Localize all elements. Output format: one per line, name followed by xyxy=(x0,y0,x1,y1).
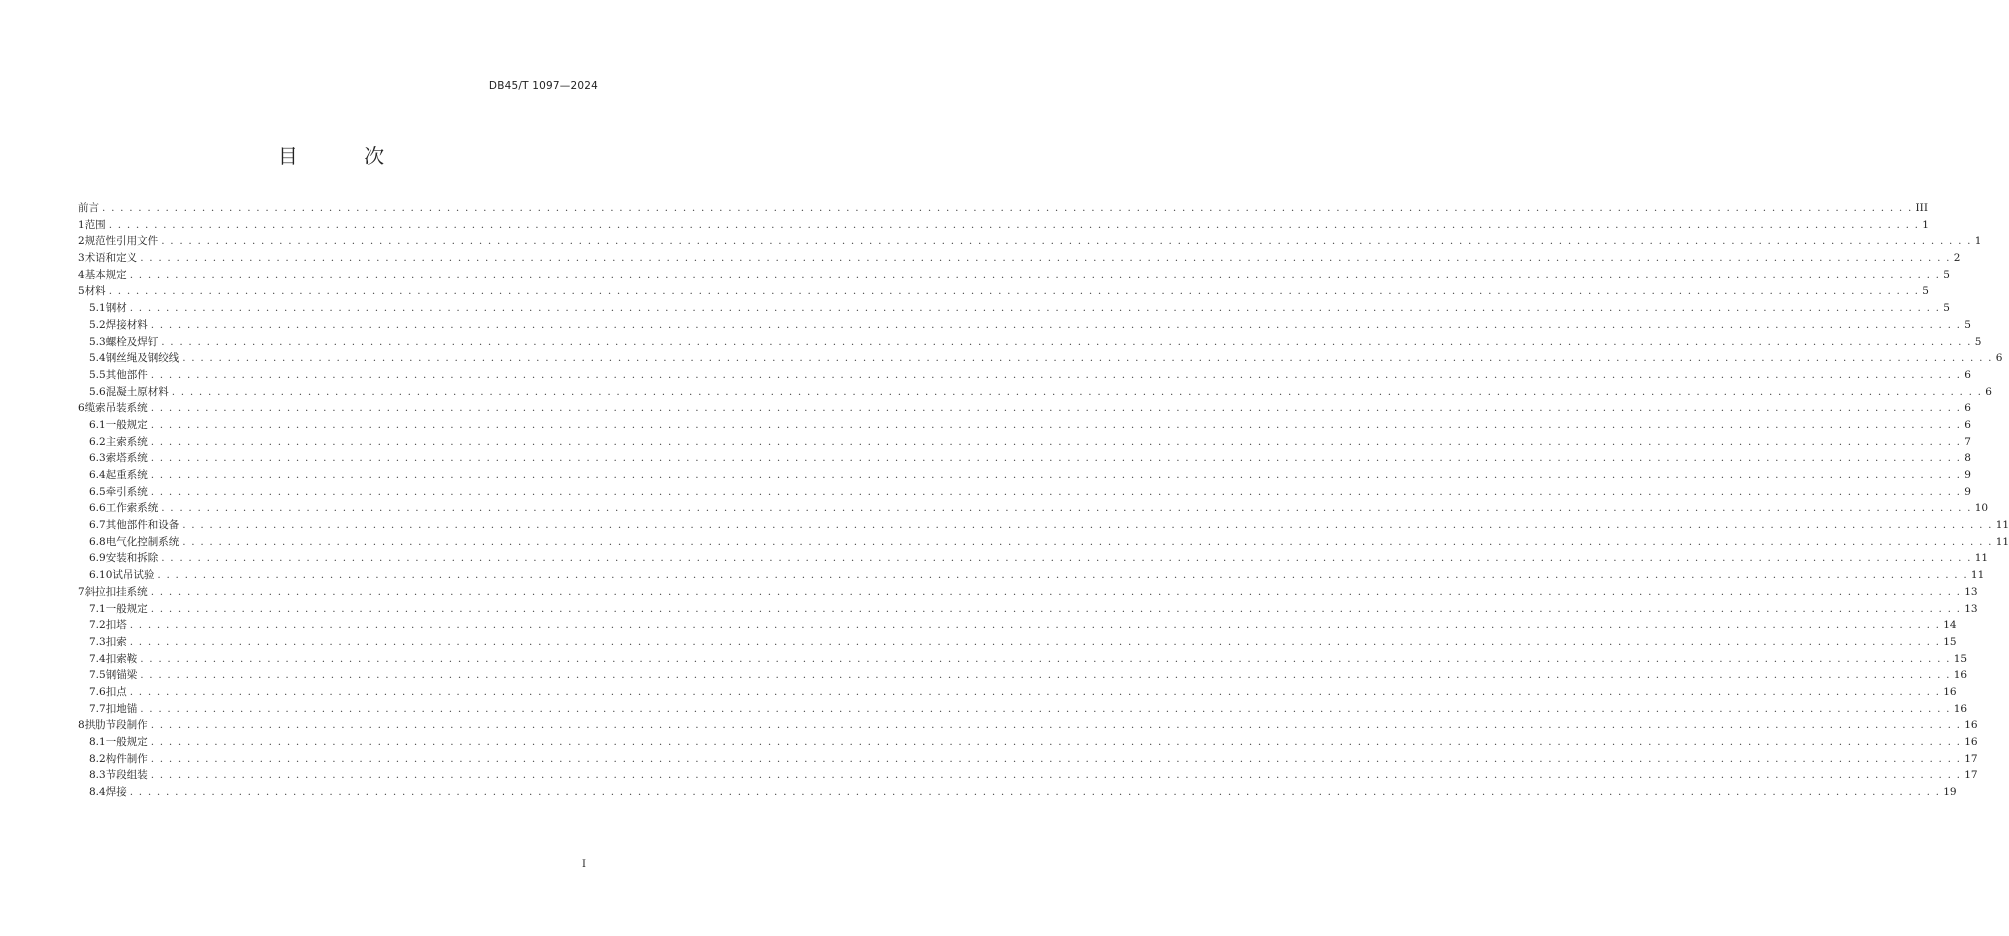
toc-entry-number: 7.7 xyxy=(89,702,106,715)
page-title: 目 次 xyxy=(277,144,415,168)
toc-entry-page: 17 xyxy=(1964,769,1978,782)
toc-leader-dots: . . . . . . . . . . . . . . . . . . . . . . . . . . . . . . . . . . . . . . . . . . . . . . . . . . . . . . . . . . . . . . . . . . . . . . . . . . . . . . . . . . . . . . . . . . . . . . . . . . . . . . . . . . . . . . . . . . . . . . . . . . . . . . . . . . . . . . . . . . . . . . . . . . . . . . . . . . . . . . . . . . . . . . . . . . . . . . . . . . . . . . . . . . . . . . . . . . . . . . . . xyxy=(150,736,1962,748)
toc-entry-number: 6.5 xyxy=(89,485,106,498)
toc-entry[interactable] xyxy=(78,550,1989,567)
toc-entry-label: 材料 xyxy=(84,285,106,298)
toc-entry[interactable] xyxy=(78,267,1950,284)
toc-entry-label: 一般规定 xyxy=(105,736,148,748)
toc-entry-page: 6 xyxy=(1985,385,1992,398)
toc-entry-page: 9 xyxy=(1964,469,1971,481)
toc-leader-dots: . . . . . . . . . . . . . . . . . . . . . . . . . . . . . . . . . . . . . . . . . . . . . . . . . . . . . . . . . . . . . . . . . . . . . . . . . . . . . . . . . . . . . . . . . . . . . . . . . . . . . . . . . . . . . . . . . . . . . . . . . . . . . . . . . . . . . . . . . . . . . . . . . . . . . . . . . . . . . . . . . . . . . . . . . . . . . . . . . . . . . . . . . . . . . . . . . . . . . . . . xyxy=(150,452,1962,465)
toc-leader-dots: . . . . . . . . . . . . . . . . . . . . . . . . . . . . . . . . . . . . . . . . . . . . . . . . . . . . . . . . . . . . . . . . . . . . . . . . . . . . . . . . . . . . . . . . . . . . . . . . . . . . . . . . . . . . . . . . . . . . . . . . . . . . . . . . . . . . . . . . . . . . . . . . . . . . . . . . . . . . . . . . . . . . . . . . . . . . . . . . . . . . . . . . . . . . . . . . . . . . . . . . xyxy=(182,352,1993,365)
toc-entry-page: 15 xyxy=(1943,635,1957,648)
toc-entry-number: 5.2 xyxy=(89,318,106,331)
toc-entry[interactable] xyxy=(78,400,1971,417)
toc-entry-label: 前言 xyxy=(78,202,99,214)
toc-entry-page: 5 xyxy=(1943,268,1950,281)
toc-entry-label: 螺栓及焊钉 xyxy=(105,335,159,348)
toc-entry-label: 主索系统 xyxy=(105,435,148,448)
toc-entry[interactable] xyxy=(78,584,1978,601)
toc-entry[interactable] xyxy=(78,200,1928,217)
toc-entry[interactable] xyxy=(78,534,2009,551)
toc-entry-number: 7.1 xyxy=(89,602,106,615)
toc-entry-number: 6.7 xyxy=(89,519,106,532)
toc-entry-label: 工作索系统 xyxy=(105,502,159,515)
toc-entry-label: 拱肋节段制作 xyxy=(84,719,148,732)
toc-entry[interactable] xyxy=(78,651,1968,668)
toc-leader-dots: . . . . . . . . . . . . . . . . . . . . . . . . . . . . . . . . . . . . . . . . . . . . . . . . . . . . . . . . . . . . . . . . . . . . . . . . . . . . . . . . . . . . . . . . . . . . . . . . . . . . . . . . . . . . . . . . . . . . . . . . . . . . . . . . . . . . . . . . . . . . . . . . . . . . . . . . . . . . . . . . . . . . . . . . . . . . . . . . . . . . . . . . . . . . . . . . . . . . . . . . xyxy=(150,469,1962,481)
toc-leader-dots: . . . . . . . . . . . . . . . . . . . . . . . . . . . . . . . . . . . . . . . . . . . . . . . . . . . . . . . . . . . . . . . . . . . . . . . . . . . . . . . . . . . . . . . . . . . . . . . . . . . . . . . . . . . . . . . . . . . . . . . . . . . . . . . . . . . . . . . . . . . . . . . . . . . . . . . . . . . . . . . . . . . . . . . . . . . . . . . . . . . . . . . . . . . . . . . . . . . . . . . . xyxy=(129,786,1941,799)
toc-entry-number: 6.3 xyxy=(89,452,106,465)
toc-entry[interactable] xyxy=(78,784,1957,801)
toc-entry-label: 扣地锚 xyxy=(105,702,138,715)
toc-leader-dots: . . . . . . . . . . . . . . . . . . . . . . . . . . . . . . . . . . . . . . . . . . . . . . . . . . . . . . . . . . . . . . . . . . . . . . . . . . . . . . . . . . . . . . . . . . . . . . . . . . . . . . . . . . . . . . . . . . . . . . . . . . . . . . . . . . . . . . . . . . . . . . . . . . . . . . . . . . . . . . . . . . . . . . . . . . . . . . . . . . . . . . . . . . . . . . . . . . . . . . . . xyxy=(150,402,1962,415)
toc-entry-number: 6.9 xyxy=(89,552,106,565)
toc-entry-page: 5 xyxy=(1964,318,1971,331)
toc-entry[interactable] xyxy=(78,667,1968,684)
toc-entry-label: 试吊试验 xyxy=(112,569,155,582)
toc-entry-label: 其他部件和设备 xyxy=(105,519,180,532)
toc-entry-page: 10 xyxy=(1974,502,1989,515)
toc-entry[interactable] xyxy=(78,567,1985,584)
toc-entry[interactable] xyxy=(78,701,1968,718)
toc-entry-number: 7.5 xyxy=(89,669,106,682)
toc-entry-number: 6.6 xyxy=(89,502,106,515)
toc-entry-number: 6.1 xyxy=(89,418,106,431)
toc-entry[interactable] xyxy=(78,617,1957,634)
toc-entry-number: 5.4 xyxy=(89,352,106,365)
toc-entry[interactable] xyxy=(78,684,1957,701)
toc-leader-dots: . . . . . . . . . . . . . . . . . . . . . . . . . . . . . . . . . . . . . . . . . . . . . . . . . . . . . . . . . . . . . . . . . . . . . . . . . . . . . . . . . . . . . . . . . . . . . . . . . . . . . . . . . . . . . . . . . . . . . . . . . . . . . . . . . . . . . . . . . . . . . . . . . . . . . . . . . . . . . . . . . . . . . . . . . . . . . . . . . . . . . . . . . . . . . . . . . . . . . . . . xyxy=(150,368,1962,381)
toc-entry-label: 节段组装 xyxy=(105,769,148,782)
toc-entry-label: 扣索鞍 xyxy=(105,652,138,665)
toc-entry-page: 6 xyxy=(1964,368,1971,381)
document-code: DB45/T 1097—2024 xyxy=(488,80,598,92)
toc-entry-label: 电气化控制系统 xyxy=(105,535,180,548)
toc-leader-dots: . . . . . . . . . . . . . . . . . . . . . . . . . . . . . . . . . . . . . . . . . . . . . . . . . . . . . . . . . . . . . . . . . . . . . . . . . . . . . . . . . . . . . . . . . . . . . . . . . . . . . . . . . . . . . . . . . . . . . . . . . . . . . . . . . . . . . . . . . . . . . . . . . . . . . . . . . . . . . . . . . . . . . . . . . . . . . . . . . . . . . . . . . . . . . . . . . . . . . . . . xyxy=(140,702,1951,715)
toc-entry[interactable] xyxy=(78,367,1971,384)
toc-entry-number: 7.3 xyxy=(89,635,106,648)
toc-leader-dots: . . . . . . . . . . . . . . . . . . . . . . . . . . . . . . . . . . . . . . . . . . . . . . . . . . . . . . . . . . . . . . . . . . . . . . . . . . . . . . . . . . . . . . . . . . . . . . . . . . . . . . . . . . . . . . . . . . . . . . . . . . . . . . . . . . . . . . . . . . . . . . . . . . . . . . . . . . . . . . . . . . . . . . . . . . . . . . . . . . . . . . . . . . . . . . . . . . . . . . . . xyxy=(171,385,1983,398)
toc-entry-number: 7 xyxy=(78,585,85,598)
toc-entry-page: 16 xyxy=(1953,702,1968,715)
toc-entry[interactable] xyxy=(78,417,1971,434)
toc-entry[interactable] xyxy=(78,317,1971,334)
toc-entry-page: 19 xyxy=(1943,786,1957,799)
toc-entry-number: 5 xyxy=(78,285,85,298)
toc-entry-page: 15 xyxy=(1953,652,1968,665)
toc-entry-page: 9 xyxy=(1964,485,1971,498)
toc-entry-number: 2 xyxy=(78,235,85,248)
toc-entry-page: 16 xyxy=(1964,736,1978,748)
toc-entry-label: 术语和定义 xyxy=(84,252,138,265)
toc-entry[interactable] xyxy=(78,717,1978,734)
page-number: I xyxy=(582,859,586,870)
toc-entry-label: 起重系统 xyxy=(105,469,148,481)
toc-entry-page: 14 xyxy=(1943,619,1957,632)
toc-leader-dots: . . . . . . . . . . . . . . . . . . . . . . . . . . . . . . . . . . . . . . . . . . . . . . . . . . . . . . . . . . . . . . . . . . . . . . . . . . . . . . . . . . . . . . . . . . . . . . . . . . . . . . . . . . . . . . . . . . . . . . . . . . . . . . . . . . . . . . . . . . . . . . . . . . . . . . . . . . . . . . . . . . . . . . . . . . . . . . . . . . . . . . . . . . . . . . . . . . . . . . . . xyxy=(129,268,1941,281)
toc-entry-number: 7.2 xyxy=(89,619,106,632)
toc-entry-label: 混凝土原材料 xyxy=(105,385,169,398)
toc-entry[interactable] xyxy=(78,300,1950,317)
toc-entry[interactable] xyxy=(78,517,2009,534)
toc-entry[interactable] xyxy=(78,434,1971,451)
toc-entry-page: 16 xyxy=(1943,685,1957,698)
toc-leader-dots: . . . . . . . . . . . . . . . . . . . . . . . . . . . . . . . . . . . . . . . . . . . . . . . . . . . . . . . . . . . . . . . . . . . . . . . . . . . . . . . . . . . . . . . . . . . . . . . . . . . . . . . . . . . . . . . . . . . . . . . . . . . . . . . . . . . . . . . . . . . . . . . . . . . . . . . . . . . . . . . . . . . . . . . . . . . . . . . . . . . . . . . . . . . . . . . . . . . . . . . . xyxy=(140,652,1951,665)
toc-entry[interactable] xyxy=(78,283,1929,300)
toc-entry-label: 缆索吊装系统 xyxy=(84,402,148,415)
toc-entry[interactable] xyxy=(78,450,1971,467)
toc-entry-number: 8.4 xyxy=(89,786,106,799)
toc-entry-number: 6.2 xyxy=(89,435,106,448)
toc-entry-page: 13 xyxy=(1964,585,1978,598)
toc-entry-number: 6.8 xyxy=(89,535,106,548)
toc-entry-page: 1 xyxy=(1974,235,1982,248)
toc-entry-label: 扣塔 xyxy=(105,619,127,632)
toc-entry-page: 11 xyxy=(1974,552,1989,565)
toc-leader-dots: . . . . . . . . . . . . . . . . . . . . . . . . . . . . . . . . . . . . . . . . . . . . . . . . . . . . . . . . . . . . . . . . . . . . . . . . . . . . . . . . . . . . . . . . . . . . . . . . . . . . . . . . . . . . . . . . . . . . . . . . . . . . . . . . . . . . . . . . . . . . . . . . . . . . . . . . . . . . . . . . . . . . . . . . . . . . . . . . . . . . . . . . . . . . . . . . . . . . . . . . xyxy=(150,485,1962,498)
toc-entry-number: 5.1 xyxy=(89,302,106,315)
toc-entry-label: 扣点 xyxy=(105,685,127,698)
toc-entry-label: 规范性引用文件 xyxy=(84,235,159,248)
toc-entry[interactable] xyxy=(78,751,1978,768)
toc-entry-label: 其他部件 xyxy=(105,368,148,381)
toc-entry-number: 3 xyxy=(78,252,85,265)
toc-entry-page: 17 xyxy=(1964,752,1978,765)
toc-entry-number: 4 xyxy=(78,268,85,281)
toc-entry-label: 钢材 xyxy=(105,302,127,315)
toc-entry-label: 斜拉扣挂系统 xyxy=(84,585,148,598)
toc-entry-number: 1 xyxy=(78,218,85,231)
toc-leader-dots: . . . . . . . . . . . . . . . . . . . . . . . . . . . . . . . . . . . . . . . . . . . . . . . . . . . . . . . . . . . . . . . . . . . . . . . . . . . . . . . . . . . . . . . . . . . . . . . . . . . . . . . . . . . . . . . . . . . . . . . . . . . . . . . . . . . . . . . . . . . . . . . . . . . . . . . . . . . . . . . . . . . . . . . . . . . . . . . . . . . . . . . . . . . . . . . . . . . . . . . . xyxy=(161,335,1972,348)
toc-entry-page: 5 xyxy=(1922,285,1929,298)
toc-entry-number: 8.1 xyxy=(89,736,106,748)
toc-entry[interactable] xyxy=(78,250,1961,267)
toc-leader-dots: . . . . . . . . . . . . . . . . . . . . . . . . . . . . . . . . . . . . . . . . . . . . . . . . . . . . . . . . . . . . . . . . . . . . . . . . . . . . . . . . . . . . . . . . . . . . . . . . . . . . . . . . . . . . . . . . . . . . . . . . . . . . . . . . . . . . . . . . . . . . . . . . . . . . . . . . . . . . . . . . . . . . . . . . . . . . . . . . . . . . . . . . . . . . . . . . . . . . . . . . xyxy=(140,669,1951,682)
toc-leader-dots: . . . . . . . . . . . . . . . . . . . . . . . . . . . . . . . . . . . . . . . . . . . . . . . . . . . . . . . . . . . . . . . . . . . . . . . . . . . . . . . . . . . . . . . . . . . . . . . . . . . . . . . . . . . . . . . . . . . . . . . . . . . . . . . . . . . . . . . . . . . . . . . . . . . . . . . . . . . . . . . . . . . . . . . . . . . . . . . . . . . . . . . . . . . . . . . . . . . . . . . . xyxy=(129,685,1941,698)
toc-entry-number: 5.3 xyxy=(89,335,106,348)
toc-entry[interactable] xyxy=(78,767,1978,784)
toc-leader-dots: . . . . . . . . . . . . . . . . . . . . . . . . . . . . . . . . . . . . . . . . . . . . . . . . . . . . . . . . . . . . . . . . . . . . . . . . . . . . . . . . . . . . . . . . . . . . . . . . . . . . . . . . . . . . . . . . . . . . . . . . . . . . . . . . . . . . . . . . . . . . . . . . . . . . . . . . . . . . . . . . . . . . . . . . . . . . . . . . . . . . . . . . . . . . . . . . . . . . . . . . xyxy=(150,752,1962,765)
toc-entry[interactable] xyxy=(78,217,1929,234)
toc-entry[interactable] xyxy=(78,734,1978,751)
toc-leader-dots: . . . . . . . . . . . . . . . . . . . . . . . . . . . . . . . . . . . . . . . . . . . . . . . . . . . . . . . . . . . . . . . . . . . . . . . . . . . . . . . . . . . . . . . . . . . . . . . . . . . . . . . . . . . . . . . . . . . . . . . . . . . . . . . . . . . . . . . . . . . . . . . . . . . . . . . . . . . . . . . . . . . . . . . . . . . . . . . . . . . . . . . . . . . . . . . . . . . . . . . . xyxy=(161,235,1972,248)
toc-leader-dots: . . . . . . . . . . . . . . . . . . . . . . . . . . . . . . . . . . . . . . . . . . . . . . . . . . . . . . . . . . . . . . . . . . . . . . . . . . . . . . . . . . . . . . . . . . . . . . . . . . . . . . . . . . . . . . . . . . . . . . . . . . . . . . . . . . . . . . . . . . . . . . . . . . . . . . . . . . . . . . . . . . . . . . . . . . . . . . . . . . . . . . . . . . . . . . . . . . . . . . . . xyxy=(129,302,1941,315)
toc-leader-dots: . . . . . . . . . . . . . . . . . . . . . . . . . . . . . . . . . . . . . . . . . . . . . . . . . . . . . . . . . . . . . . . . . . . . . . . . . . . . . . . . . . . . . . . . . . . . . . . . . . . . . . . . . . . . . . . . . . . . . . . . . . . . . . . . . . . . . . . . . . . . . . . . . . . . . . . . . . . . . . . . . . . . . . . . . . . . . . . . . . . . . . . . . . . . . . . . . . . . . . . . xyxy=(150,585,1962,598)
toc-entry[interactable] xyxy=(78,467,1971,484)
toc-entry-label: 焊接材料 xyxy=(105,318,148,331)
toc-entry-page: 16 xyxy=(1964,719,1978,732)
toc-leader-dots: . . . . . . . . . . . . . . . . . . . . . . . . . . . . . . . . . . . . . . . . . . . . . . . . . . . . . . . . . . . . . . . . . . . . . . . . . . . . . . . . . . . . . . . . . . . . . . . . . . . . . . . . . . . . . . . . . . . . . . . . . . . . . . . . . . . . . . . . . . . . . . . . . . . . . . . . . . . . . . . . . . . . . . . . . . . . . . . . . . . . . . . . . . . . . . . . . . . . . . . . xyxy=(108,218,1920,231)
toc-entry-label: 构件制作 xyxy=(105,752,148,765)
toc-leader-dots: . . . . . . . . . . . . . . . . . . . . . . . . . . . . . . . . . . . . . . . . . . . . . . . . . . . . . . . . . . . . . . . . . . . . . . . . . . . . . . . . . . . . . . . . . . . . . . . . . . . . . . . . . . . . . . . . . . . . . . . . . . . . . . . . . . . . . . . . . . . . . . . . . . . . . . . . . . . . . . . . . . . . . . . . . . . . . . . . . . . . . . . . . . . . . . . . . . . . . . . . xyxy=(150,602,1962,615)
table-of-contents xyxy=(78,200,2009,801)
toc-entry-number: 5.6 xyxy=(89,385,106,398)
toc-entry-number: 7.6 xyxy=(89,685,106,698)
toc-leader-dots: . . . . . . . . . . . . . . . . . . . . . . . . . . . . . . . . . . . . . . . . . . . . . . . . . . . . . . . . . . . . . . . . . . . . . . . . . . . . . . . . . . . . . . . . . . . . . . . . . . . . . . . . . . . . . . . . . . . . . . . . . . . . . . . . . . . . . . . . . . . . . . . . . . . . . . . . . . . . . . . . . . . . . . . . . . . . . . . . . . . . . . . . . . . . . . . . . . . . . . . . xyxy=(129,619,1941,632)
toc-entry-page: 7 xyxy=(1964,435,1971,448)
toc-entry[interactable] xyxy=(78,384,1992,401)
toc-leader-dots: . . . . . . . . . . . . . . . . . . . . . . . . . . . . . . . . . . . . . . . . . . . . . . . . . . . . . . . . . . . . . . . . . . . . . . . . . . . . . . . . . . . . . . . . . . . . . . . . . . . . . . . . . . . . . . . . . . . . . . . . . . . . . . . . . . . . . . . . . . . . . . . . . . . . . . . . . . . . . . . . . . . . . . . . . . . . . . . . . . . . . . . . . . . . . . . . . . . . . . . . xyxy=(108,285,1920,298)
toc-entry-label: 钢锚梁 xyxy=(105,669,138,682)
toc-entry-page: 16 xyxy=(1953,669,1968,682)
toc-entry-label: 索塔系统 xyxy=(105,452,148,465)
toc-leader-dots: . . . . . . . . . . . . . . . . . . . . . . . . . . . . . . . . . . . . . . . . . . . . . . . . . . . . . . . . . . . . . . . . . . . . . . . . . . . . . . . . . . . . . . . . . . . . . . . . . . . . . . . . . . . . . . . . . . . . . . . . . . . . . . . . . . . . . . . . . . . . . . . . . . . . . . . . . . . . . . . . . . . . . . . . . . . . . . . . . . . . . . . . . . . . . . . . . . . . . . . . xyxy=(182,535,1993,548)
toc-entry-number: 5.5 xyxy=(89,368,106,381)
toc-entry[interactable] xyxy=(78,601,1978,618)
toc-leader-dots: . . . . . . . . . . . . . . . . . . . . . . . . . . . . . . . . . . . . . . . . . . . . . . . . . . . . . . . . . . . . . . . . . . . . . . . . . . . . . . . . . . . . . . . . . . . . . . . . . . . . . . . . . . . . . . . . . . . . . . . . . . . . . . . . . . . . . . . . . . . . . . . . . . . . . . . . . . . . . . . . . . . . . . . . . . . . . . . . . . . . . . . . . . . . . . . . . . . . . . . . xyxy=(157,569,1968,582)
toc-leader-dots: . . . . . . . . . . . . . . . . . . . . . . . . . . . . . . . . . . . . . . . . . . . . . . . . . . . . . . . . . . . . . . . . . . . . . . . . . . . . . . . . . . . . . . . . . . . . . . . . . . . . . . . . . . . . . . . . . . . . . . . . . . . . . . . . . . . . . . . . . . . . . . . . . . . . . . . . . . . . . . . . . . . . . . . . . . . . . . . . . . . . . . . . . . . . . . . . . . . . . . . . xyxy=(150,435,1962,448)
toc-entry-label: 基本规定 xyxy=(84,268,127,281)
toc-entry-label: 钢丝绳及钢绞线 xyxy=(105,352,180,365)
toc-entry-label: 焊接 xyxy=(105,786,127,799)
toc-leader-dots: . . . . . . . . . . . . . . . . . . . . . . . . . . . . . . . . . . . . . . . . . . . . . . . . . . . . . . . . . . . . . . . . . . . . . . . . . . . . . . . . . . . . . . . . . . . . . . . . . . . . . . . . . . . . . . . . . . . . . . . . . . . . . . . . . . . . . . . . . . . . . . . . . . . . . . . . . . . . . . . . . . . . . . . . . . . . . . . . . . . . . . . . . . . . . . . . . . . . . . . . xyxy=(140,252,1951,265)
toc-leader-dots: . . . . . . . . . . . . . . . . . . . . . . . . . . . . . . . . . . . . . . . . . . . . . . . . . . . . . . . . . . . . . . . . . . . . . . . . . . . . . . . . . . . . . . . . . . . . . . . . . . . . . . . . . . . . . . . . . . . . . . . . . . . . . . . . . . . . . . . . . . . . . . . . . . . . . . . . . . . . . . . . . . . . . . . . . . . . . . . . . . . . . . . . . . . . . . . . . . . . . . . . xyxy=(150,418,1962,431)
toc-entry-label: 扣索 xyxy=(105,635,127,648)
toc-entry-page: 6 xyxy=(1964,402,1971,415)
toc-entry-page: 6 xyxy=(1995,352,2003,365)
toc-entry-number: 8.3 xyxy=(89,769,106,782)
toc-entry-page: 11 xyxy=(1995,519,2009,532)
toc-entry-page: 11 xyxy=(1995,535,2009,548)
toc-entry-page: 5 xyxy=(1974,335,1982,348)
toc-entry-page: 8 xyxy=(1964,452,1971,465)
toc-entry-label: 一般规定 xyxy=(105,418,148,431)
toc-entry-page: 1 xyxy=(1922,218,1929,231)
toc-entry-number: 8.2 xyxy=(89,752,106,765)
toc-entry-label: 范围 xyxy=(84,218,106,231)
toc-leader-dots: . . . . . . . . . . . . . . . . . . . . . . . . . . . . . . . . . . . . . . . . . . . . . . . . . . . . . . . . . . . . . . . . . . . . . . . . . . . . . . . . . . . . . . . . . . . . . . . . . . . . . . . . . . . . . . . . . . . . . . . . . . . . . . . . . . . . . . . . . . . . . . . . . . . . . . . . . . . . . . . . . . . . . . . . . . . . . . . . . . . . . . . . . . . . . . . . . . . . . . . . xyxy=(102,202,1913,214)
toc-entry-number: 7.4 xyxy=(89,652,106,665)
toc-leader-dots: . . . . . . . . . . . . . . . . . . . . . . . . . . . . . . . . . . . . . . . . . . . . . . . . . . . . . . . . . . . . . . . . . . . . . . . . . . . . . . . . . . . . . . . . . . . . . . . . . . . . . . . . . . . . . . . . . . . . . . . . . . . . . . . . . . . . . . . . . . . . . . . . . . . . . . . . . . . . . . . . . . . . . . . . . . . . . . . . . . . . . . . . . . . . . . . . . . . . . . . . xyxy=(150,318,1962,331)
toc-leader-dots: . . . . . . . . . . . . . . . . . . . . . . . . . . . . . . . . . . . . . . . . . . . . . . . . . . . . . . . . . . . . . . . . . . . . . . . . . . . . . . . . . . . . . . . . . . . . . . . . . . . . . . . . . . . . . . . . . . . . . . . . . . . . . . . . . . . . . . . . . . . . . . . . . . . . . . . . . . . . . . . . . . . . . . . . . . . . . . . . . . . . . . . . . . . . . . . . . . . . . . . . xyxy=(161,552,1972,565)
toc-entry-page: 6 xyxy=(1964,418,1971,431)
toc-entry[interactable] xyxy=(78,334,1982,351)
toc-leader-dots: . . . . . . . . . . . . . . . . . . . . . . . . . . . . . . . . . . . . . . . . . . . . . . . . . . . . . . . . . . . . . . . . . . . . . . . . . . . . . . . . . . . . . . . . . . . . . . . . . . . . . . . . . . . . . . . . . . . . . . . . . . . . . . . . . . . . . . . . . . . . . . . . . . . . . . . . . . . . . . . . . . . . . . . . . . . . . . . . . . . . . . . . . . . . . . . . . . . . . . . . xyxy=(150,769,1962,782)
toc-entry-number: 6 xyxy=(78,402,85,415)
toc-leader-dots: . . . . . . . . . . . . . . . . . . . . . . . . . . . . . . . . . . . . . . . . . . . . . . . . . . . . . . . . . . . . . . . . . . . . . . . . . . . . . . . . . . . . . . . . . . . . . . . . . . . . . . . . . . . . . . . . . . . . . . . . . . . . . . . . . . . . . . . . . . . . . . . . . . . . . . . . . . . . . . . . . . . . . . . . . . . . . . . . . . . . . . . . . . . . . . . . . . . . . . . . xyxy=(182,519,1993,532)
toc-leader-dots: . . . . . . . . . . . . . . . . . . . . . . . . . . . . . . . . . . . . . . . . . . . . . . . . . . . . . . . . . . . . . . . . . . . . . . . . . . . . . . . . . . . . . . . . . . . . . . . . . . . . . . . . . . . . . . . . . . . . . . . . . . . . . . . . . . . . . . . . . . . . . . . . . . . . . . . . . . . . . . . . . . . . . . . . . . . . . . . . . . . . . . . . . . . . . . . . . . . . . . . . xyxy=(150,719,1962,732)
toc-entry-number: 6.4 xyxy=(89,469,106,481)
toc-entry-page: 11 xyxy=(1970,569,1985,582)
toc-leader-dots: . . . . . . . . . . . . . . . . . . . . . . . . . . . . . . . . . . . . . . . . . . . . . . . . . . . . . . . . . . . . . . . . . . . . . . . . . . . . . . . . . . . . . . . . . . . . . . . . . . . . . . . . . . . . . . . . . . . . . . . . . . . . . . . . . . . . . . . . . . . . . . . . . . . . . . . . . . . . . . . . . . . . . . . . . . . . . . . . . . . . . . . . . . . . . . . . . . . . . . . . xyxy=(129,635,1941,648)
toc-entry[interactable] xyxy=(78,350,2003,367)
toc-entry-page: 5 xyxy=(1943,302,1950,315)
toc-entry-label: 安装和拆除 xyxy=(105,552,159,565)
toc-entry[interactable] xyxy=(78,484,1971,501)
toc-entry-page: 2 xyxy=(1953,252,1961,265)
toc-leader-dots: . . . . . . . . . . . . . . . . . . . . . . . . . . . . . . . . . . . . . . . . . . . . . . . . . . . . . . . . . . . . . . . . . . . . . . . . . . . . . . . . . . . . . . . . . . . . . . . . . . . . . . . . . . . . . . . . . . . . . . . . . . . . . . . . . . . . . . . . . . . . . . . . . . . . . . . . . . . . . . . . . . . . . . . . . . . . . . . . . . . . . . . . . . . . . . . . . . . . . . . . xyxy=(161,502,1972,515)
toc-entry-label: 牵引系统 xyxy=(105,485,148,498)
toc-entry-number: 8 xyxy=(78,719,85,732)
toc-entry[interactable] xyxy=(78,233,1982,250)
toc-entry-page: III xyxy=(1915,202,1928,214)
toc-entry-number: 6.10 xyxy=(89,569,113,582)
toc-entry[interactable] xyxy=(78,500,1989,517)
toc-entry-label: 一般规定 xyxy=(105,602,148,615)
toc-entry[interactable] xyxy=(78,634,1957,651)
toc-entry-page: 13 xyxy=(1964,602,1978,615)
